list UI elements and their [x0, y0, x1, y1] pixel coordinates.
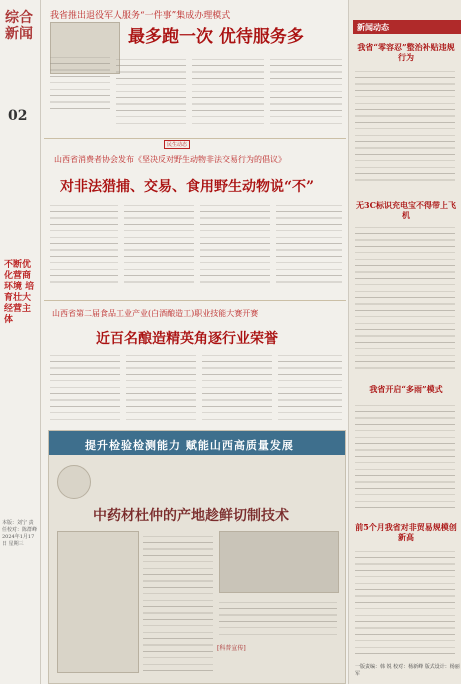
- promo-banner: [49, 431, 345, 455]
- sidebar-slogan: 不断优化营商环境 培育壮大经营主体: [4, 260, 35, 325]
- story2-text-col2: [124, 200, 194, 286]
- right-headline-4: 前5个月我省对非贸易规模创新高: [355, 522, 457, 542]
- promo-text-col1: [143, 531, 213, 671]
- story2-text-col4: [276, 200, 342, 286]
- story2-text-col1: [50, 200, 118, 286]
- divider: [44, 300, 346, 301]
- promo-photo-right: [219, 531, 339, 593]
- promo-banner-text: 提升检验检测能力 赋能山西高质量发展: [85, 439, 294, 452]
- story3-text-col4: [278, 350, 342, 422]
- right-text-2: [355, 222, 455, 372]
- story2-kicker: 山西省消费者协会发布《坚决反对野生动物非法交易行为的倡议》: [54, 155, 286, 164]
- page-sidebar: [0, 0, 41, 684]
- right-headline-2: 无3C标识充电宝不得带上飞机: [356, 200, 456, 220]
- story2-text-col3: [200, 200, 270, 286]
- story3-text-col3: [202, 350, 272, 422]
- story2-headline: 对非法猎捕、交易、食用野生动物说“不”: [60, 179, 315, 195]
- promo-footer: [科普宣传]: [217, 645, 246, 652]
- story1-text-col1: [50, 52, 110, 114]
- story3-headline: 近百名酿造精英角逐行业荣誉: [96, 331, 278, 347]
- section-title: 综合新闻: [5, 10, 33, 42]
- promo-text-col2: [219, 597, 337, 637]
- promo-title: 中药材杜仲的产地趁鲜切制技术: [93, 508, 289, 524]
- story1-headline: 最多跑一次 优待服务多: [128, 27, 304, 47]
- story1-kicker: 我省推出退役军人服务“一件事”集成办理模式: [50, 11, 231, 21]
- right-header: 新闻动态: [353, 20, 461, 34]
- story3-text-col1: [50, 350, 120, 422]
- main-content: [44, 0, 346, 684]
- story2-tag: 民生动态: [164, 140, 190, 149]
- right-text-1: [355, 66, 455, 186]
- story3-kicker: 山西省第二届食品工业产业(白酒酿造工)职业技能大赛开赛: [52, 309, 259, 318]
- right-headline-3: 我省开启“多雨”模式: [369, 384, 443, 394]
- story1-text-col4: [270, 54, 342, 128]
- story1-text-col3: [192, 54, 264, 128]
- page-number: 02: [8, 108, 28, 124]
- story3-text-col2: [126, 350, 196, 422]
- story1-text-col2: [116, 54, 186, 128]
- page-footer-info: 本版：刘宁 责任校对：陈群峰 2024年1月17日 星期三: [2, 520, 38, 547]
- promo-photo-left: [57, 531, 139, 673]
- right-text-4: [355, 546, 455, 656]
- right-footer: 一版责编：韩 锐 校对：杨新峰 版式设计：杨丽军: [355, 664, 460, 677]
- emblem-icon: [57, 465, 91, 499]
- promo-block: [48, 430, 346, 684]
- right-headline-1: 我省“零容忍”整治补贴违规行为: [357, 42, 455, 62]
- right-column: [348, 0, 461, 684]
- right-text-3: [355, 400, 455, 510]
- divider: [44, 138, 346, 139]
